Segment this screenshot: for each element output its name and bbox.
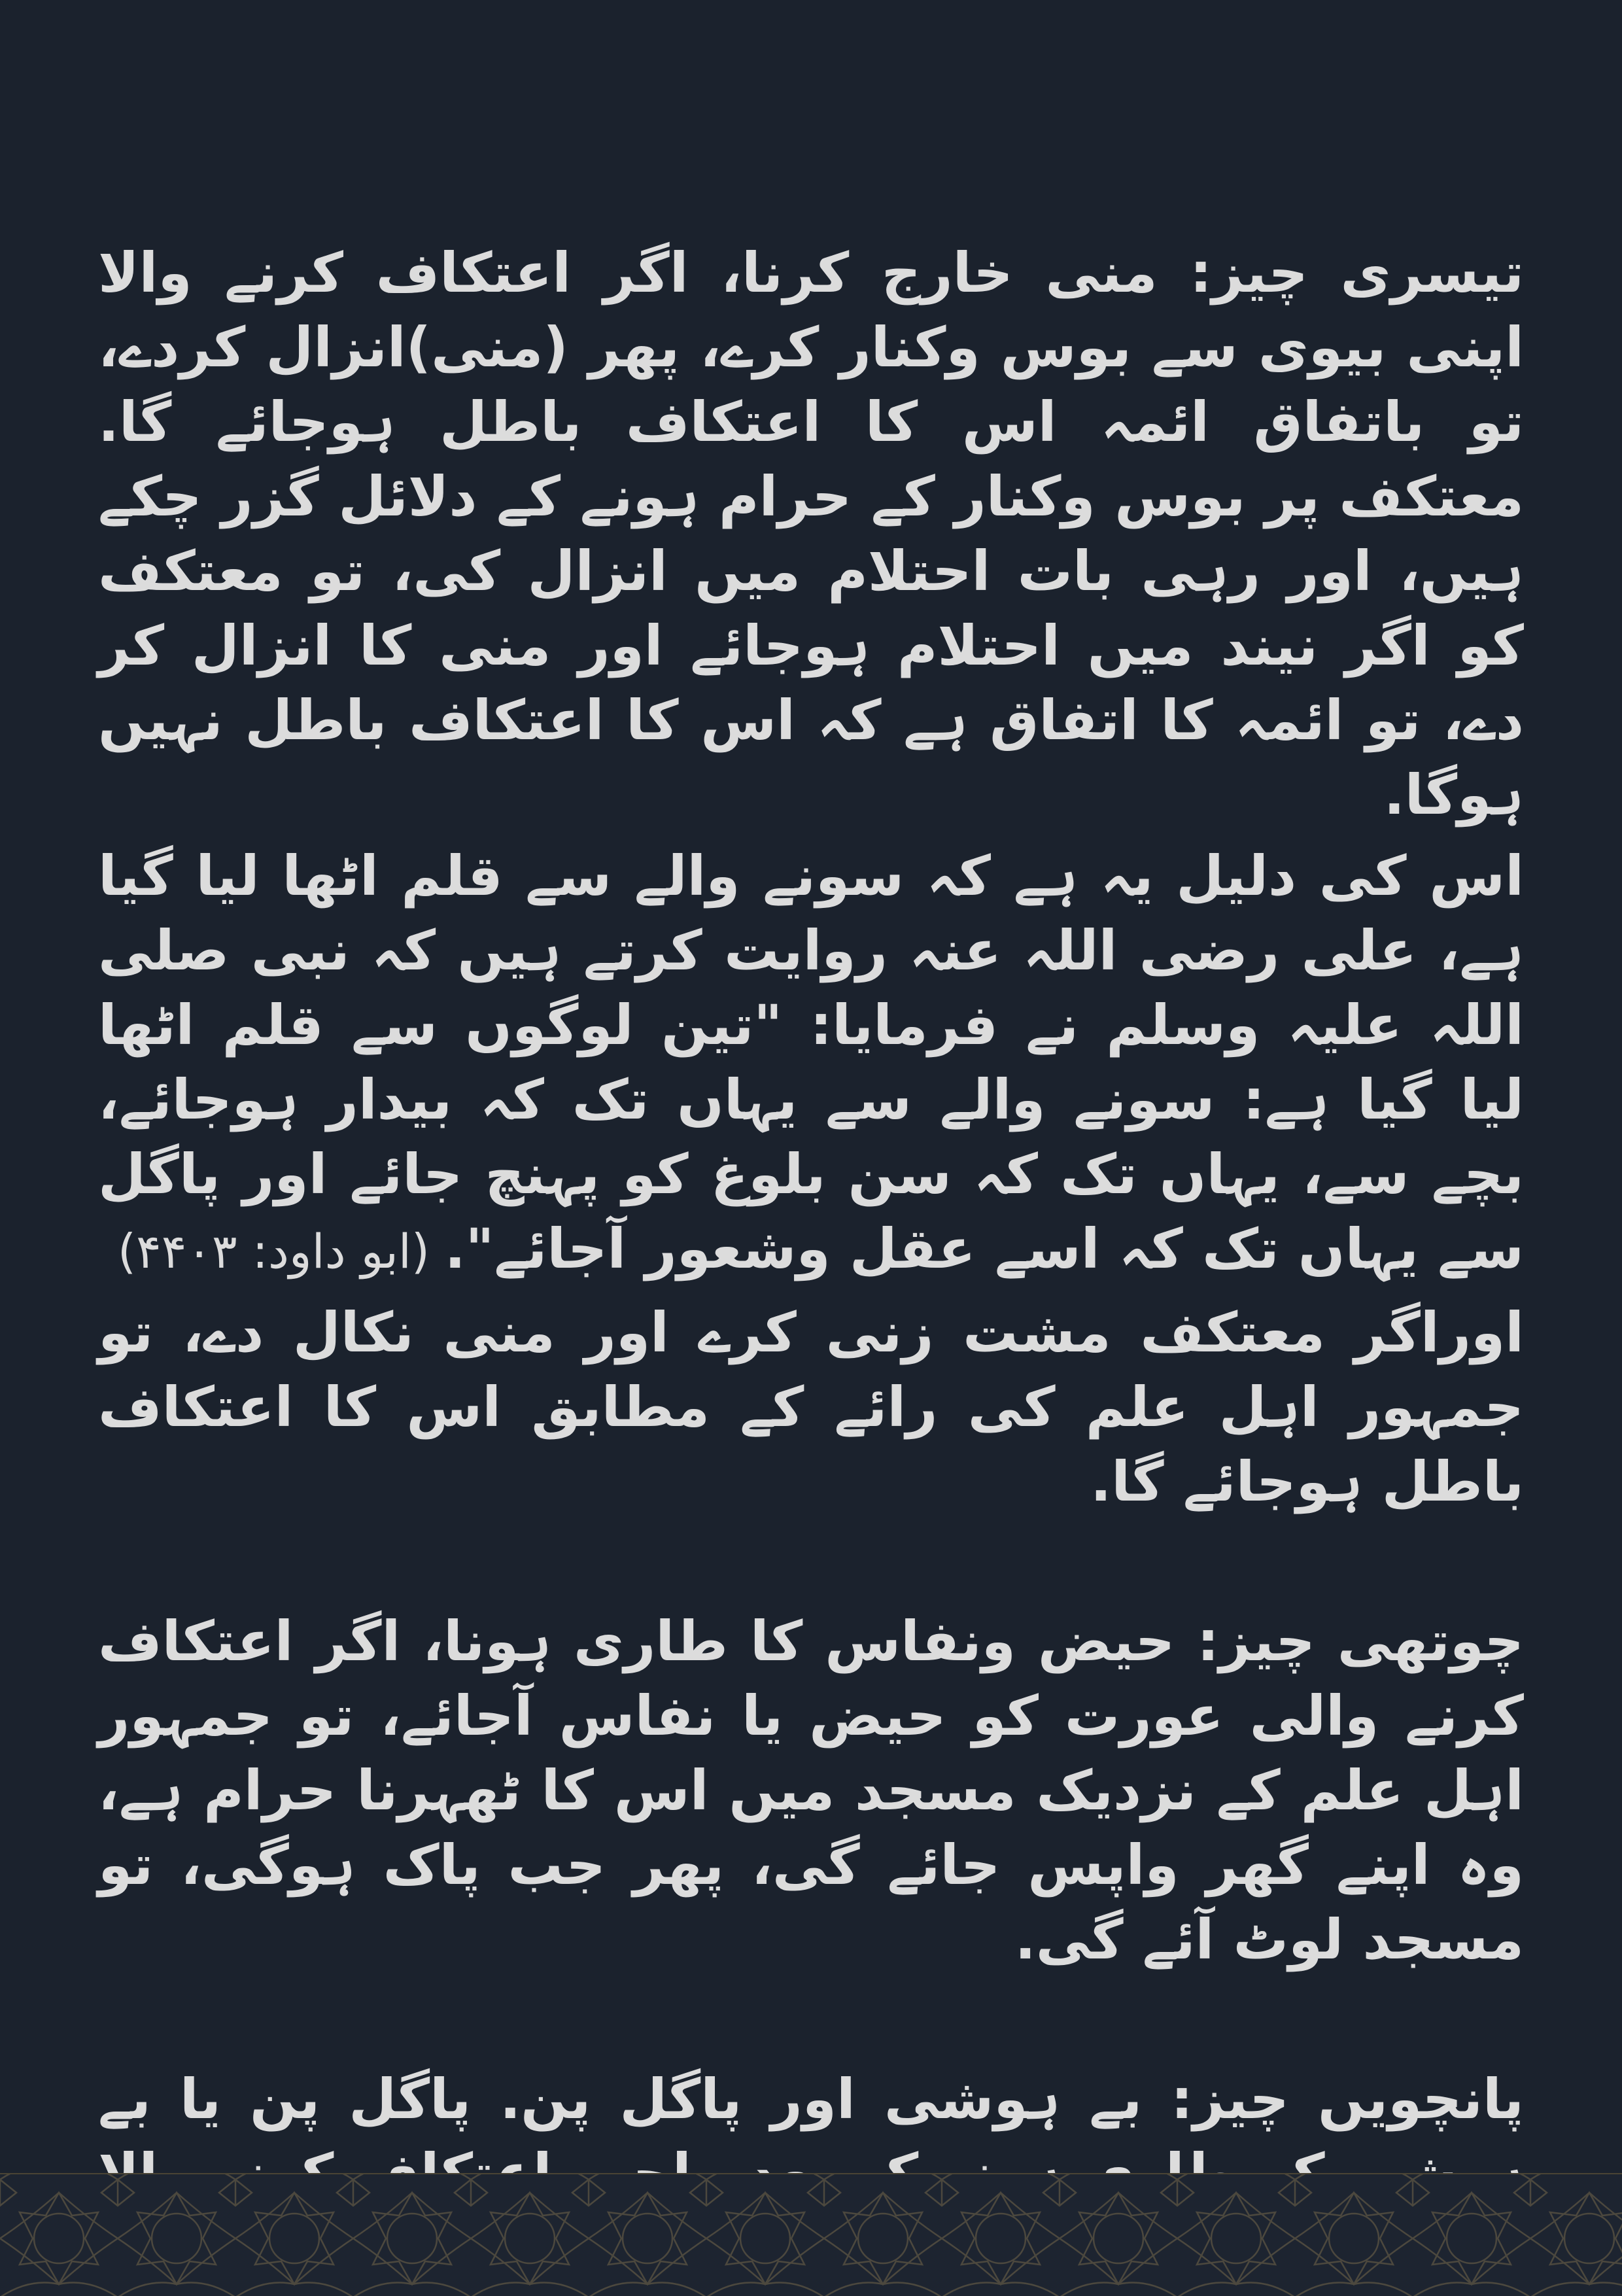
- section-spacer: [98, 1977, 1524, 2062]
- section-spacer: [98, 1519, 1524, 1604]
- paragraph-text: حیض ونفاس کا طاری ہونا، اگر اعتکاف کرنے والی عورت کو حیض یا نفاس آجائے، تو جمہور اہل علم کے نزدیک مسجد میں اس کا ٹھہرنا حرام ہے، وہ اپنے گھر واپس جائے گی، پھر جب پاک ہوگی، تو مسجد لوٹ آئے گی.: [98, 1609, 1524, 1972]
- paragraph-heading: تیسری چیز:: [1190, 241, 1524, 305]
- article-body: [98, 235, 1524, 2286]
- paragraph-third-thing: [98, 235, 1524, 832]
- paragraph-evidence: [98, 839, 1524, 1289]
- paragraph-text: منی خارج کرنا، اگر اعتکاف کرنے والا اپنی بیوی سے بوس وکنار کرے، پھر (منی)انزال کردے، تو باتفاق ائمہ اس کا اعتکاف باطل ہوجائے گا. معتکف پر بوس وکنار کے حرام ہونے کے دلائل گزر چکے ہیں، اور رہی بات احتلام میں انزال کی، تو معتکف کو اگر نیند میں احتلام ہوجائے اور منی کا انزال کر دے، تو ائمہ کا اتفاق ہے کہ اس کا اعتکاف باطل نہیں ہوگا.: [98, 241, 1524, 827]
- paragraph-text: اس کی دلیل یہ ہے کہ سونے والے سے قلم اٹھا لیا گیا ہے، علی رضی اللہ عنہ روایت کرتے ہیں کہ نبی صلی اللہ علیہ وسلم نے فرمایا: "تین لوگوں سے قلم اٹھا لیا گیا ہے: سونے والے سے یہاں تک کہ بیدار ہوجائے، بچے سے، یہاں تک کہ سن بلوغ کو پہنچ جائے اور پاگل سے یہاں تک کہ اسے عقل وشعور آجائے".: [98, 844, 1524, 1281]
- islamic-star-pattern-icon: [0, 2174, 1622, 2296]
- footer-ornament: [0, 2173, 1622, 2296]
- paragraph-heading: چوتھی چیز:: [1197, 1609, 1524, 1673]
- paragraph-heading: پانچویں چیز:: [1171, 2067, 1524, 2131]
- paragraph-spacer: [98, 1289, 1524, 1295]
- paragraph-spacer: [98, 832, 1524, 839]
- paragraph-text: اوراگر معتکف مشت زنی کرے اور منی نکال دے، تو جمہور اہل علم کی رائے کے مطابق اس کا اعتکاف باطل ہوجائے گا.: [98, 1300, 1524, 1514]
- paragraph-fourth-thing: [98, 1604, 1524, 1977]
- hadith-reference: (ابو داود: ۴۴۰۳): [117, 1224, 445, 1279]
- paragraph-text: بے ہوشی اور پاگل پن. پاگل پن یا بے: [98, 2067, 1143, 2131]
- paragraph-masturbation: [98, 1295, 1524, 1519]
